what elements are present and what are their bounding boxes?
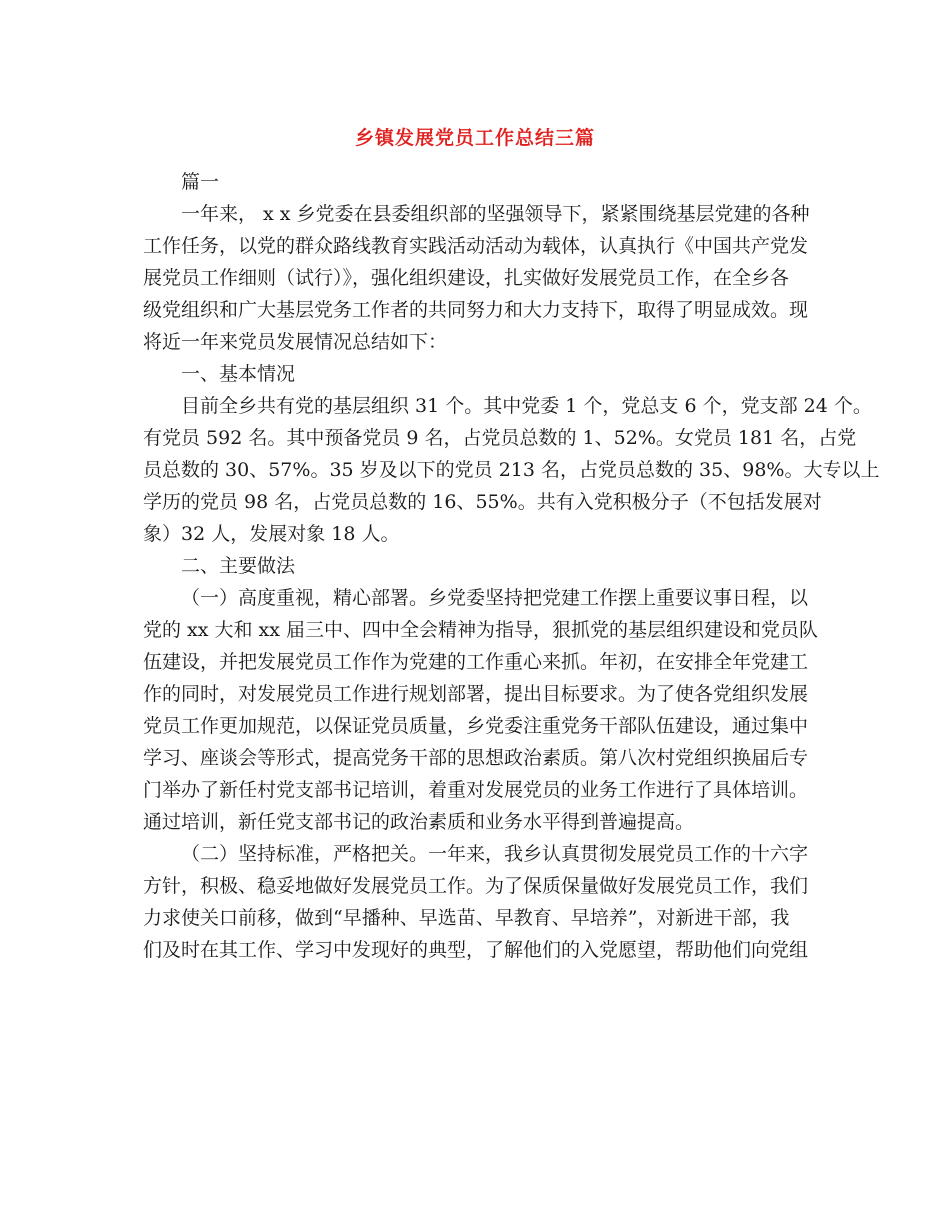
paragraph-line: 门举办了新任村党支部书记培训，着重对发展党员的业务工作进行了具体培训。 [143,779,809,801]
section-heading: 一、基本情况 [181,363,296,385]
paragraph-line: 作的同时，对发展党员工作进行规划部署，提出目标要求。为了使各党组织发展 [143,683,809,705]
document-title: 乡镇发展党员工作总结三篇 [354,127,595,149]
paragraph-line: 有党员 592 名。其中预备党员 9 名，占党员总数的 1、52%。女党员 181 名，占党 [143,427,857,449]
paragraph-line: 们及时在其工作、学习中发现好的典型，了解他们的入党愿望，帮助他们向党组 [143,939,809,961]
paragraph-line: （二）坚持标准，严格把关。一年来，我乡认真贯彻发展党员工作的十六字 [181,843,809,865]
paragraph-line: 学历的党员 98 名，占党员总数的 16、55%。共有入党积极分子（不包括发展对 [143,491,822,513]
paragraph-line: （一）高度重视，精心部署。乡党委坚持把党建工作摆上重要议事日程，以 [181,587,809,609]
section-heading: 二、主要做法 [181,555,296,577]
paragraph-line: 象）32 人，发展对象 18 人。 [143,523,400,545]
paragraph-line: 伍建设，并把发展党员工作作为党建的工作重心来抓。年初，在安排全年党建工 [143,651,809,673]
paragraph-line: 工作任务，以党的群众路线教育实践活动活动为载体，认真执行《中国共产党发 [143,235,809,257]
paragraph-line: 目前全乡共有党的基层组织 31 个。其中党委 1 个，党总支 6 个，党支部 24 个。 [181,395,872,417]
paragraph-line: 党的 xx 大和 xx 届三中、四中全会精神为指导，狠抓党的基层组织建设和党员队 [143,619,819,641]
paragraph-line: 通过培训，新任党支部书记的政治素质和业务水平得到普遍提高。 [143,811,695,833]
section-label: 篇一 [181,171,220,193]
paragraph-line: 员总数的 30、57%。35 岁及以下的党员 213 名，占党员总数的 35、98%。大专以上 [143,459,880,481]
paragraph-line: 级党组织和广大基层党务工作者的共同努力和大力支持下，取得了明显成效。现 [143,299,809,321]
paragraph-line: 方针，积极、稳妥地做好发展党员工作。为了保质保量做好发展党员工作，我们 [143,875,809,897]
paragraph-line: 力求使关口前移，做到“早播种、早选苗、早教育、早培养”，对新进干部，我 [143,907,790,929]
paragraph-line: 学习、座谈会等形式，提高党务干部的思想政治素质。第八次村党组织换届后专 [143,747,809,769]
paragraph-line: 将近一年来党员发展情况总结如下： [143,331,448,353]
paragraph-line: 党员工作更加规范，以保证党员质量，乡党委注重党务干部队伍建设，通过集中 [143,715,809,737]
paragraph-line: 展党员工作细则（试行）》，强化组织建设，扎实做好发展党员工作，在全乡各 [143,267,790,289]
paragraph-line: 一年来， x x 乡党委在县委组织部的坚强领导下，紧紧围绕基层党建的各种 [181,203,810,225]
